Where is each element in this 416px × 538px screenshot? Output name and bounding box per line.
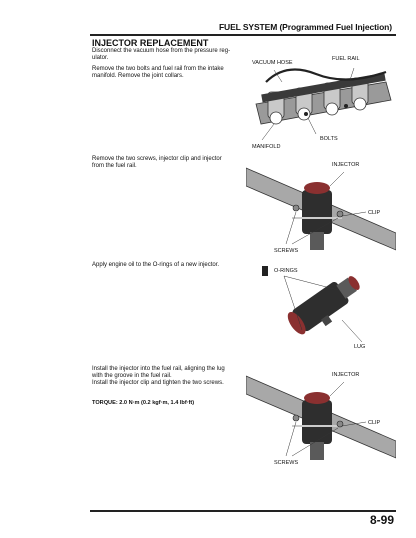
injector-install-figure	[246, 366, 396, 470]
torque-spec: TORQUE: 2.0 N·m (0.2 kgf·m, 1.4 lbf·ft)	[92, 400, 195, 406]
injector-o-rings-figure	[262, 264, 382, 358]
step-2-text: Remove the two bolts and fuel rail from the intake manifold. Remove the joint collars.	[92, 66, 224, 79]
step-5-text: Install the injector into the fuel rail, aligning the lug with the groove in the fuel rail. Install the injector clip and tighten the two screws.	[92, 366, 225, 386]
screws-label-install: SCREWS	[274, 460, 299, 466]
header-rule	[90, 34, 396, 36]
footer-rule	[90, 510, 396, 512]
step-4-text: Apply engine oil to the O-rings of a new injector.	[92, 262, 220, 268]
section-title: INJECTOR REPLACEMENT	[92, 38, 209, 48]
step-1-text: Disconnect the vacuum hose from the pressure reg- ulator.	[92, 48, 231, 61]
injector-removal-figure	[246, 158, 396, 258]
o-rings-label: O-RINGS	[274, 268, 298, 274]
clip-label-install: CLIP	[368, 420, 381, 426]
injector-label-install: INJECTOR	[332, 372, 360, 378]
page-number: 8-99	[369, 513, 394, 527]
clip-label: CLIP	[368, 210, 381, 216]
page-header-title: FUEL SYSTEM (Programmed Fuel Injection)	[218, 22, 392, 32]
vacuum-hose-label: VACUUM HOSE	[252, 60, 293, 66]
screws-label: SCREWS	[274, 248, 299, 254]
fuel-rail-label: FUEL RAIL	[332, 56, 360, 62]
injector-label: INJECTOR	[332, 162, 360, 168]
fuel-rail-manifold-figure	[246, 52, 396, 152]
lug-label: LUG	[354, 344, 366, 350]
step-3-text: Remove the two screws, injector clip and injector from the fuel rail.	[92, 156, 222, 169]
bolts-label: BOLTS	[320, 136, 338, 142]
manifold-label: MANIFOLD	[252, 144, 281, 150]
